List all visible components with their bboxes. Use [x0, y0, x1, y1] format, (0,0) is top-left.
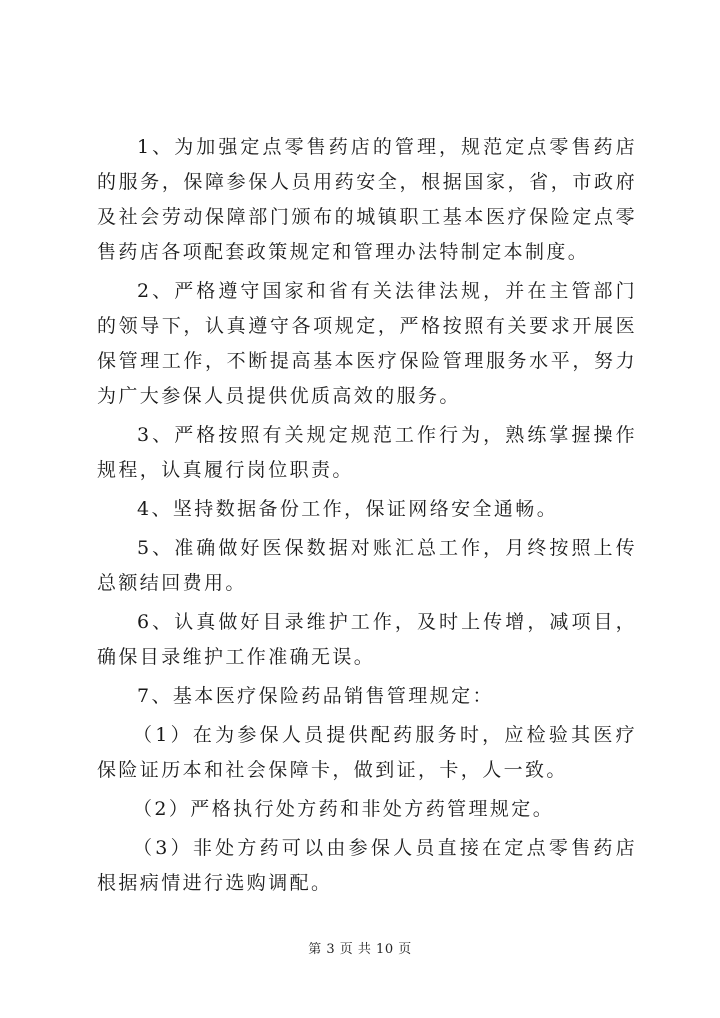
paragraph-2: 2、严格遵守国家和省有关法律法规，并在主管部门的领导下，认真遵守各项规定，严格按照有关要求开展医保管理工作，不断提高基本医疗保险管理服务水平，努力为广大参保人员提供优质高效的服务。	[97, 280, 637, 407]
paragraph-7-1: （1）在为参保人员提供配药服务时，应检验其医疗保险证历本和社会保障卡，做到证，卡，人一致。	[97, 724, 637, 781]
paragraph-3: 3、严格按照有关规定规范工作行为，熟练掌握操作规程，认真履行岗位职责。	[97, 424, 637, 481]
paragraph-7: 7、基本医疗保险药品销售管理规定：	[137, 685, 494, 707]
paragraph-5: 5、准确做好医保数据对账汇总工作，月终按照上传总额结回费用。	[97, 537, 637, 594]
paragraph-1: 1、为加强定点零售药店的管理，规范定点零售药店的服务，保障参保人员用药安全，根据国家，省，市政府及社会劳动保障部门颁布的城镇职工基本医疗保险定点零售药店各项配套政策规定和管理办法特制定本制度。	[97, 136, 637, 263]
paragraph-7-2: （2）严格执行处方药和非处方药管理规定。	[133, 798, 555, 820]
paragraph-4: 4、坚持数据备份工作，保证网络安全通畅。	[137, 498, 559, 520]
paragraph-7-3: （3）非处方药可以由参保人员直接在定点零售药店根据病情进行选购调配。	[97, 837, 637, 894]
document-body	[97, 130, 637, 905]
page-number-footer: 第 3 页 共 10 页	[308, 942, 412, 957]
paragraph-6: 6、认真做好目录维护工作，及时上传增，减项目，确保目录维护工作准确无误。	[97, 611, 637, 668]
